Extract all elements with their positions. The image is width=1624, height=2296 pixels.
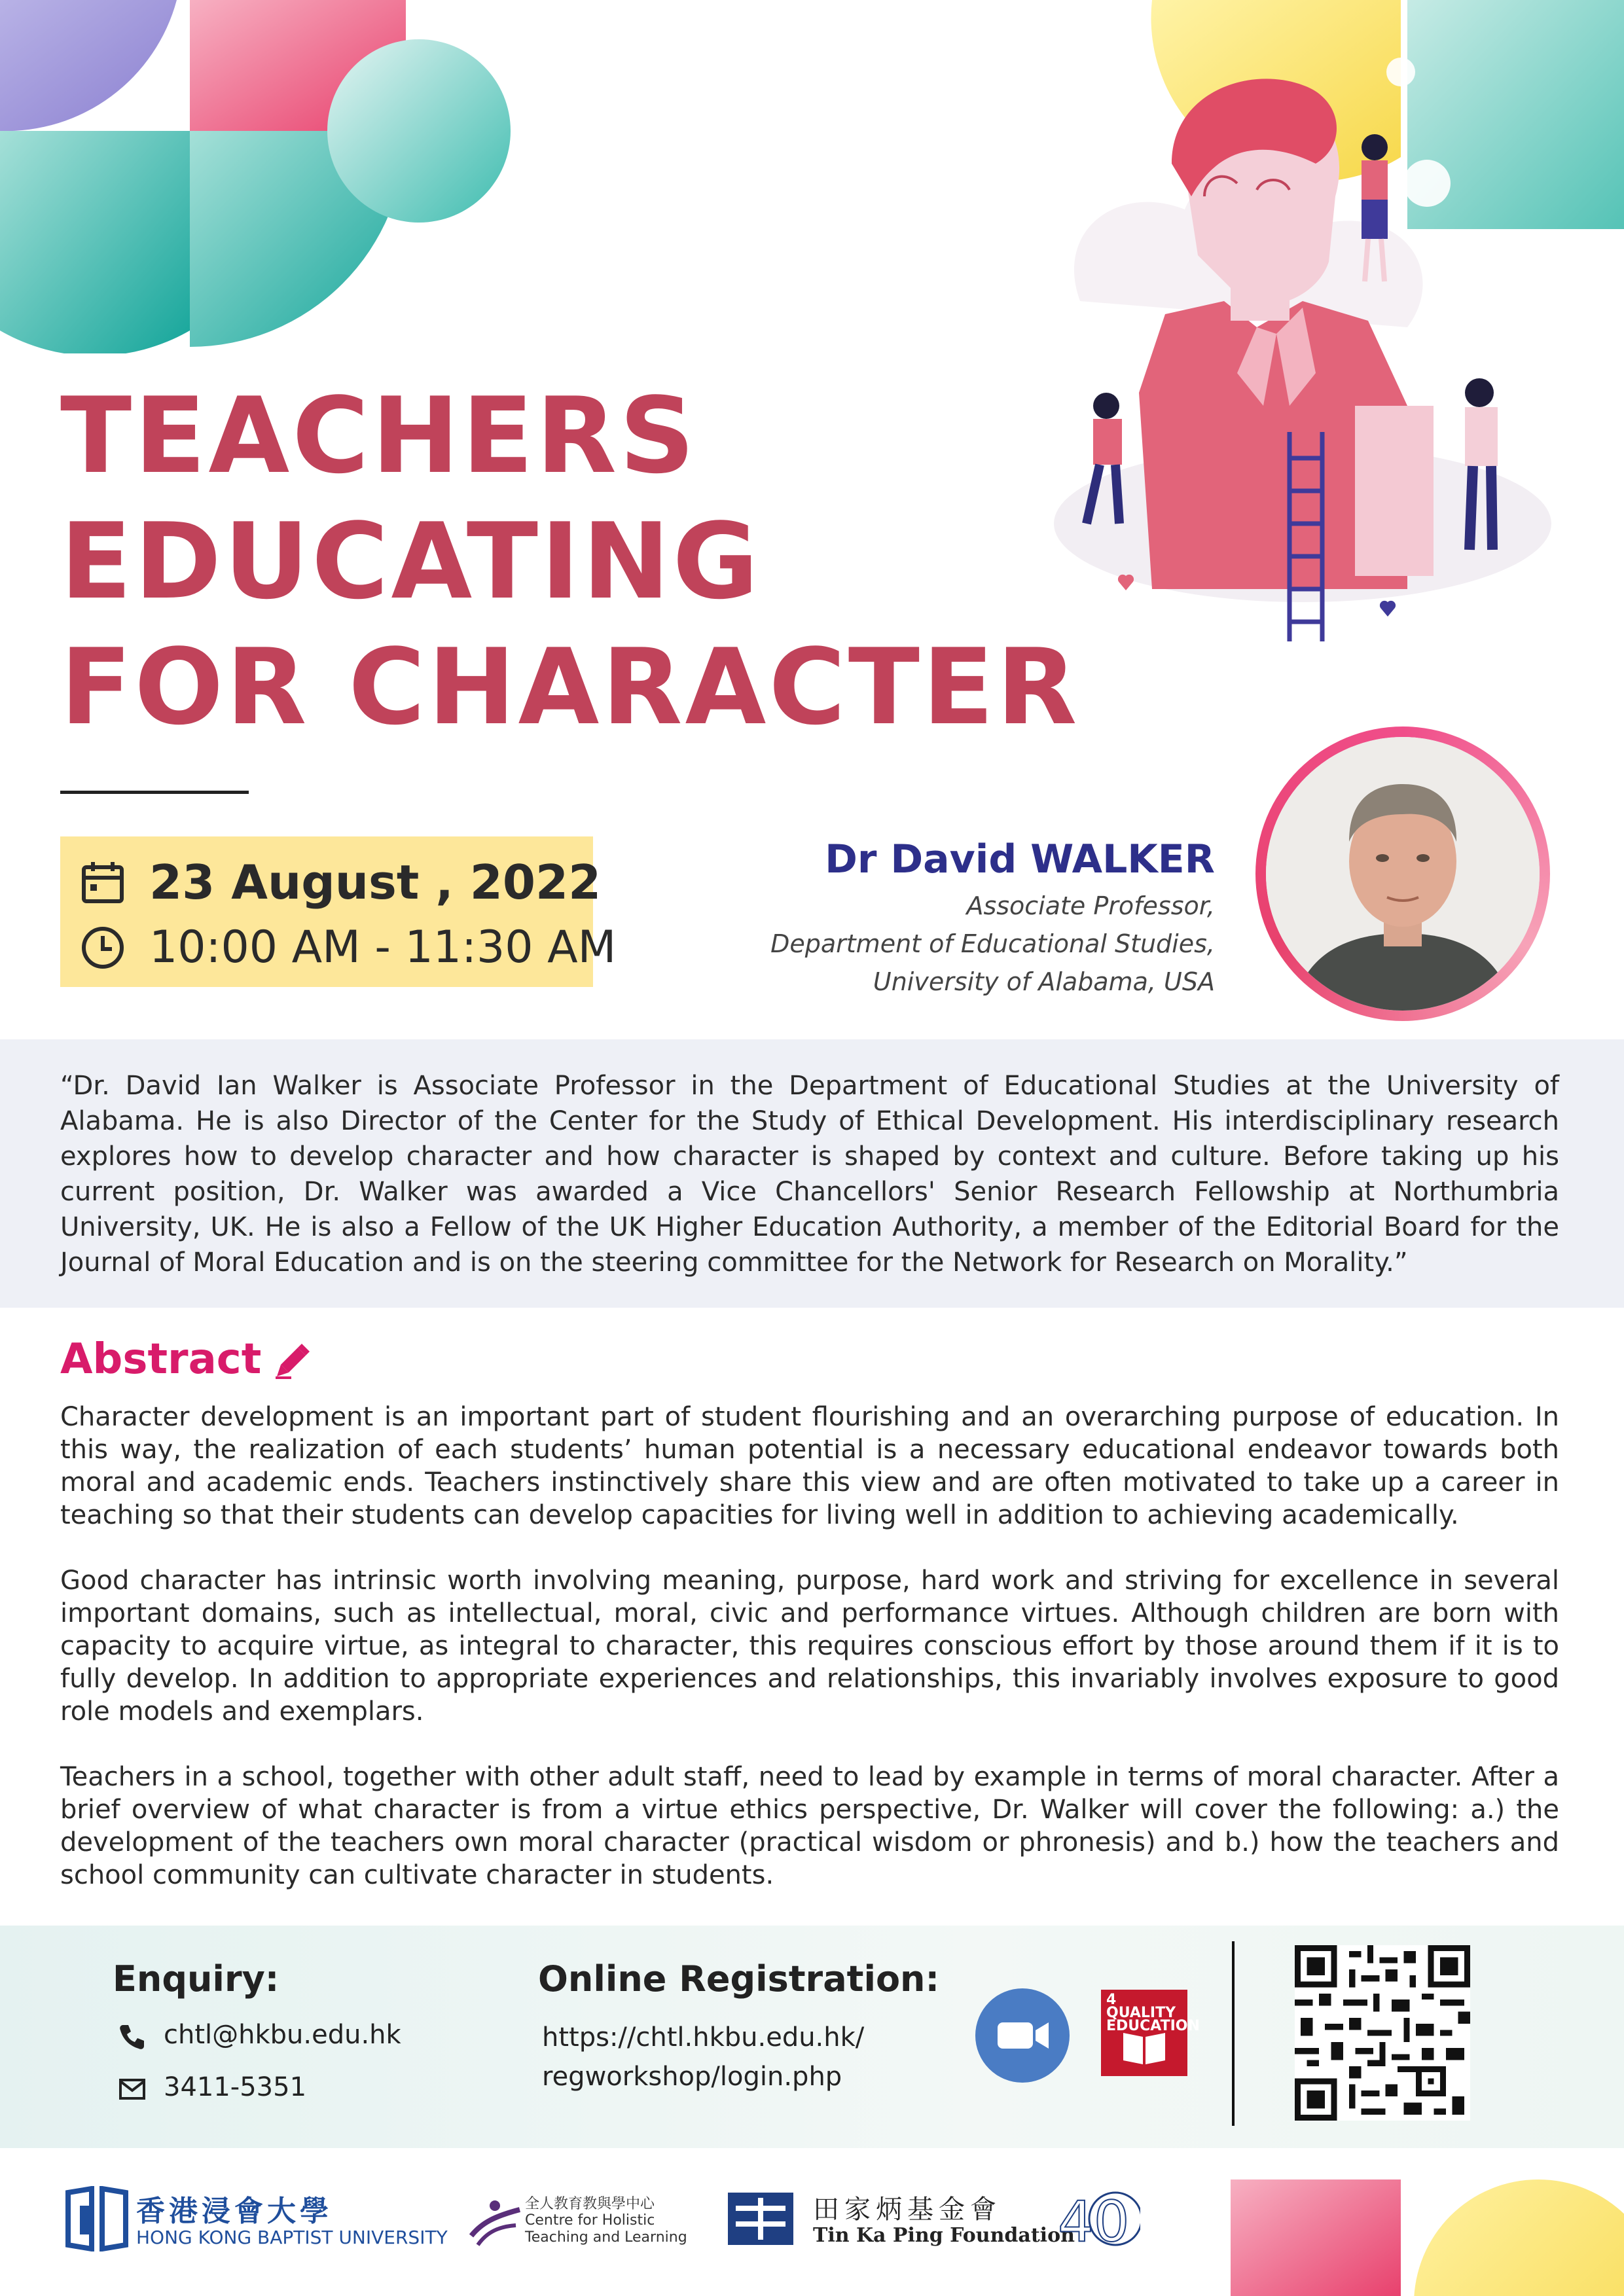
speaker-position: Associate Professor, [966,891,1215,920]
speaker-name: Dr David WALKER [825,836,1215,882]
chtl-logo [469,2193,685,2251]
speaker-university: University of Alabama, USA [873,967,1215,996]
registration-url-line-1[interactable]: https://chtl.hkbu.edu.hk/ [542,2022,865,2053]
zoom-icon [975,1988,1070,2083]
speaker-portrait [1266,737,1540,1011]
calendar-icon [80,859,126,905]
abstract-paragraph-2: Good character has intrinsic worth involving meaning, purpose, hard work and striving for excellence in several important domains, such as intellectual, moral, civic and performance virtues. Although children are born with capacity to acquire virtue, as integral to character, this requires conscious effort by those around them if it is to fully develop. In addition to appropriate experiences and relationships, this invariably involves exposure to good role models and exemplars. [60,1566,1559,1727]
hkbu-emblem [65,2186,128,2251]
chtl-emblem [469,2197,522,2249]
event-time: 10:00 AM - 11:30 AM [149,922,617,973]
speaker-department: Department of Educational Studies, [770,929,1215,958]
enquiry-phone: 3411-5351 [164,2072,307,2102]
title-line-3: FOR CHARACTER [60,626,1080,748]
open-book-icon [1121,2028,1168,2067]
sdg-label: 4 QUALITY EDUCATION [1106,1992,1200,2034]
decorative-shapes-bottom-right [1231,2179,1624,2296]
abstract-heading-text: Abstract [60,1335,262,1384]
date-row [80,855,601,910]
footer-divider [1232,1941,1235,2126]
hero-illustration [1041,65,1551,641]
chtl-name-cn: 全人教育教與學中心 [525,2196,655,2212]
decorative-shapes-top-left [0,0,524,353]
title-line-1: TEACHERS [60,374,698,497]
pencil-icon [272,1338,314,1380]
tkp-emblem [728,2193,793,2245]
chtl-name-en-1: Centre for Holistic [525,2212,655,2229]
registration-heading: Online Registration: [538,1958,940,2000]
qr-code[interactable] [1295,1945,1470,2121]
registration-url-line-2[interactable]: regworkshop/login.php [542,2062,842,2092]
event-title [60,373,1079,750]
svg-text:40: 40 [1058,2189,1130,2251]
enquiry-heading: Enquiry: [113,1958,280,2000]
chtl-name-en-2: Teaching and Learning [525,2229,687,2246]
date-time-box [60,836,617,987]
tkp-name-en: Tin Ka Ping Foundation [813,2224,1075,2247]
mail-icon [118,2075,147,2104]
tkp-name-cn: 田家炳基金會 [813,2195,1001,2225]
abstract-paragraph-1: Character development is an important part of student flourishing and an overarching purpose of education. In this way, the realization of each students’ human potential is a necessary educational endeavor towards both moral and academic ends. Teachers instinctively share this view and are often motivated to take up a career in teaching so that their students can develop capacities for living well in addition to achieving academically. [60,1402,1559,1530]
speaker-bio: “Dr. David Ian Walker is Associate Professor in the Department of Educational Studies at the University of Alabama. He is also Director of the Center for the Study of Ethical Development. His interdisciplinary research explores how to develop character and how character is shaped by context and culture. Before taking up his current position, Dr. Walker was awarded a Vice Chancellors' Senior Research Fellowship at Northumbria University, UK. He is also a Fellow of the UK Higher Education Authority, a member of the Editorial Board for the Journal of Moral Education and is on the steering committee for the Network for Research on Morality.” [60,1071,1559,1278]
enquiry-email[interactable]: chtl@hkbu.edu.hk [164,2020,401,2050]
speaker-photo [1266,737,1540,1011]
hkbu-name-cn: 香港浸會大學 [136,2195,333,2228]
phone-icon [118,2022,147,2051]
anniversary-40-emblem [1055,2186,1140,2251]
time-row [80,922,616,973]
hkbu-logo [65,2186,448,2258]
sdg-quality-education-icon [1101,1990,1200,2076]
hkbu-name-en: HONG KONG BAPTIST UNIVERSITY [136,2227,448,2248]
event-date: 23 August , 2022 [149,855,602,910]
title-line-2: EDUCATING [60,500,761,622]
abstract-paragraph-3: Teachers in a school, together with other adult staff, need to lead by example in terms of moral character. After a brief overview of what character is from a virtue ethics perspective, Dr. Walker will cover the following: a.) the development of the teachers own moral character (practical wisdom or phronesis) and b.) how the teachers and school community can cultivate character in students. [60,1762,1559,1890]
tin-ka-ping-logo [728,2186,1147,2258]
clock-icon [80,925,126,971]
abstract-heading [60,1335,314,1384]
title-divider [60,791,249,794]
